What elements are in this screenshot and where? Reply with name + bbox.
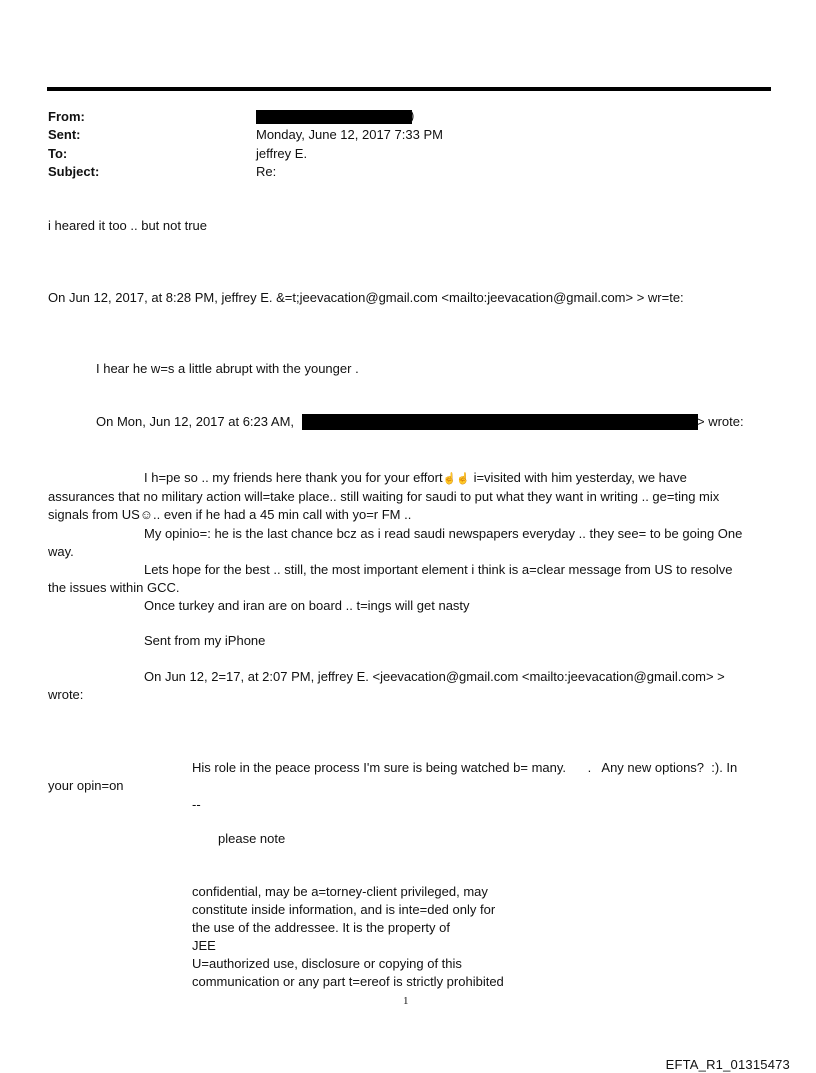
sent-value: Monday, June 12, 2017 7:33 PM — [256, 127, 443, 142]
signature: Sent from my iPhone — [144, 633, 266, 648]
subject-label: Subject: — [48, 164, 100, 179]
p1-line1 — [144, 469, 687, 488]
to-value: jeffrey E. — [256, 146, 308, 161]
p2-line2: way. — [48, 544, 74, 559]
p1-line1-a: I h=pe so .. my friends here thank you for your effort — [144, 470, 443, 485]
disclaimer-line: communication or any part t=ereof is strictly prohibited — [192, 974, 504, 989]
disclaimer-line: the use of the addressee. It is the property of — [192, 920, 450, 935]
quote3-intro-line1: On Jun 12, 2=17, at 2:07 PM, jeffrey E. <jeevacation@gmail.com <mailto:jeevacation@gmail.com> > — [144, 669, 725, 684]
signature-dashes: -- — [192, 797, 201, 812]
quote2-intro-after: > wrote: — [697, 414, 744, 429]
redacted-email-address — [302, 414, 698, 430]
p4: Once turkey and iran are on board .. t=ings will get nasty — [144, 598, 470, 613]
sent-label: Sent: — [48, 127, 81, 142]
reply-text: i heared it too .. but not true — [48, 218, 207, 233]
p1-line1-b: i=visited with him yesterday, we have — [469, 470, 687, 485]
p1-line3: signals from US☺.. even if he had a 45 min call with yo=r FM .. — [48, 507, 412, 522]
subject-value: Re: — [256, 164, 277, 179]
from-trailing: ) — [410, 108, 415, 123]
pointing-hand-icon: ☝☝ — [442, 473, 470, 485]
quote3-line1: His role in the peace process I'm sure is being watched b= many. . Any new options? :). In — [192, 760, 738, 775]
p2-line1: My opinio=: he is the last chance bcz as i read saudi newspapers everyday .. they see= to be going One — [144, 526, 743, 541]
quote1-intro: On Jun 12, 2017, at 8:28 PM, jeffrey E. &=t;jeevacation@gmail.com <mailto:jeevacation@gmail.com> > wr=te: — [48, 290, 684, 305]
page-number: 1 — [403, 995, 409, 1007]
disclaimer-line: U=authorized use, disclosure or copying of this — [192, 956, 462, 971]
quote1-text: I hear he w=s a little abrupt with the younger . — [96, 361, 359, 376]
please-note: please note — [218, 831, 286, 846]
header-rule — [47, 87, 771, 91]
disclaimer-line: JEE — [192, 938, 216, 953]
disclaimer-line: confidential, may be a=torney-client privileged, may — [192, 884, 488, 899]
quote2-intro-before: On Mon, Jun 12, 2017 at 6:23 AM, — [96, 414, 295, 429]
p3-line2: the issues within GCC. — [48, 580, 180, 595]
p1-line2: assurances that no military action will=take place.. still waiting for saudi to put what they want in writing .. ge=ting mix — [48, 489, 720, 504]
redacted-sender — [256, 110, 412, 124]
to-label: To: — [48, 146, 68, 161]
disclaimer-line: constitute inside information, and is inte=ded only for — [192, 902, 496, 917]
document-id: EFTA_R1_01315473 — [665, 1057, 790, 1072]
quote3-line2: your opin=on — [48, 778, 124, 793]
p3-line1: Lets hope for the best .. still, the most important element i think is a=clear message from US to resolve — [144, 562, 733, 577]
from-label: From: — [48, 109, 85, 124]
quote3-intro-line2: wrote: — [48, 687, 84, 702]
